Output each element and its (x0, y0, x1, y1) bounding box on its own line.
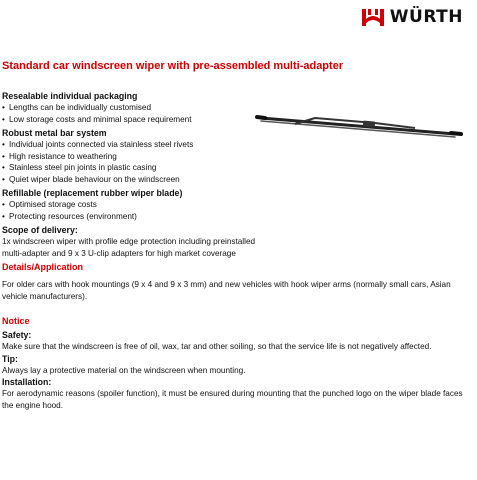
feature-item: • Lengths can be individually customised (2, 102, 257, 114)
feature-item: • Quiet wiper blade behaviour on the windscreen (2, 174, 257, 186)
feature-section-refillable (2, 187, 257, 222)
wurth-emblem-icon (361, 7, 385, 27)
feature-list (2, 102, 257, 125)
tip-label: Tip: (2, 353, 18, 364)
notice-heading: Notice (2, 316, 30, 326)
feature-list (2, 139, 257, 185)
wiper-blade-image (255, 112, 465, 142)
details-text: For older cars with hook mountings (9 x 4 and 9 x 3 mm) and new vehicles with hook wiper arms (normally small cars, Asian vehicle manufacturers). (2, 280, 451, 301)
notice-section (2, 315, 472, 411)
installation-label: Installation: (2, 377, 52, 387)
feature-heading: Refillable (replacement rubber wiper blade) (2, 188, 183, 198)
details-heading: Details/Application (2, 262, 84, 272)
scope-heading: Scope of delivery: (2, 225, 78, 235)
feature-item: • High resistance to weathering (2, 151, 257, 163)
details-section (2, 261, 472, 302)
scope-section (2, 224, 257, 259)
feature-item: • Protecting resources (environment) (2, 211, 257, 223)
wurth-logo (361, 7, 463, 27)
feature-section-metal-bar (2, 127, 257, 185)
feature-section-packaging (2, 90, 257, 125)
feature-item: • Optimised storage costs (2, 199, 257, 211)
brand-name: WÜRTH (389, 7, 463, 27)
feature-item: • Individual joints connected via stainless steel rivets (2, 139, 257, 151)
safety-text: Make sure that the windscreen is free of oil, wax, tar and other soiling, so that the service life is not negatively affected. (2, 342, 432, 351)
feature-item: • Stainless steel pin joints in plastic casing (2, 162, 257, 174)
features-column (2, 90, 257, 259)
feature-heading: Resealable individual packaging (2, 91, 138, 101)
feature-heading: Robust metal bar system (2, 128, 107, 138)
installation-text: For aerodynamic reasons (spoiler function), it must be ensured during mounting that the punched logo on the wiper blade faces the engine hood. (2, 389, 463, 410)
product-title: Standard car windscreen wiper with pre-assembled multi-adapter (2, 60, 344, 72)
tip-text: Always lay a protective material on the windscreen when mounting. (2, 365, 246, 375)
safety-label: Safety: (2, 330, 32, 340)
feature-list (2, 199, 257, 222)
scope-text: 1x windscreen wiper with profile edge protection including preinstalled multi-adapter and 9 x 3 U-clip adapters for high market coverage (2, 237, 256, 258)
feature-item: • Low storage costs and minimal space requirement (2, 114, 257, 126)
